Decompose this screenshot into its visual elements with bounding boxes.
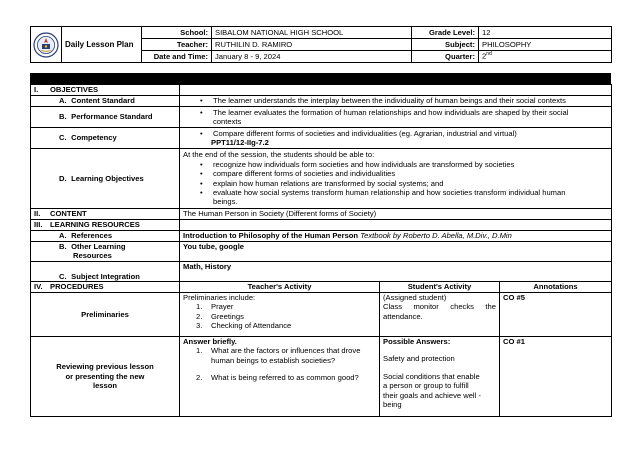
learning-objectives-label: D. Learning Objectives (31, 149, 180, 209)
content-standard-row (31, 96, 612, 107)
references-label: A. References (31, 231, 180, 242)
deped-seal-icon (33, 32, 59, 58)
review-annotation: CO #1 (500, 337, 612, 417)
content-value: The Human Person in Society (Different forms of Society) (180, 209, 612, 220)
learning-objective-item: • explain how human relations are transformed by social systems; and (183, 179, 608, 188)
competency-code: PPT11/12-IIg-7.2 (211, 138, 269, 147)
performance-standard-row (31, 107, 612, 128)
learning-resources-row (31, 220, 612, 231)
procedures-header-row (31, 282, 612, 293)
content-row (31, 209, 612, 220)
teacher-activity-header: Teacher's Activity (180, 282, 380, 293)
school-label: School: (142, 27, 212, 39)
references-row (31, 231, 612, 242)
other-resources-value: You tube, google (180, 242, 612, 262)
learning-resources-heading: III. LEARNING RESOURCES (31, 220, 180, 231)
learning-objective-item: • recognize how individuals form societies and how individuals are transformed by societies (183, 160, 608, 169)
date-time-label: Date and Time: (142, 51, 212, 63)
review-question: 1. What are the factors or influences that drove human beings to establish societies? (196, 346, 361, 365)
student-activity-header: Student's Activity (380, 282, 500, 293)
other-resources-row (31, 242, 612, 262)
content-standard-label: A. Content Standard (31, 96, 180, 107)
references-value: Introduction to Philosophy of the Human Person Textbook by Roberto D. Abella, M.Div., D.Min (180, 231, 612, 242)
preliminaries-label: Preliminaries (31, 293, 180, 337)
learning-objectives-row (31, 149, 612, 209)
preliminary-item: 1. Prayer (196, 302, 234, 312)
competency-label: C. Competency (31, 128, 180, 149)
teacher-label: Teacher: (142, 39, 212, 51)
competency-row (31, 128, 612, 149)
procedures-heading: IV. PROCEDURES (31, 282, 180, 293)
subject-integration-value: Math, History (180, 262, 612, 282)
performance-standard-label: B. Performance Standard (31, 107, 180, 128)
quarter-label: Quarter: (412, 51, 479, 63)
preliminaries-student: (Assigned student) Class monitor checks the attendance. (380, 293, 500, 337)
review-student: Possible Answers: Safety and protection Social conditions that enable a person or group to fulfill their goals and achieve well - being (380, 337, 500, 417)
review-teacher: Answer briefly. 1. What are the factors or influences that drove human beings to establish societies? 2. What is being referred to as common good? (180, 337, 380, 417)
content-standard-bullet: • The learner understands the interplay between the individuality of human beings and their social contexts (183, 96, 608, 105)
teacher-value: RUTHILIN D. RAMIRO (212, 39, 412, 51)
preliminaries-annotation: CO #5 (500, 293, 612, 337)
competency-bullet: • Compare different forms of societies and individualities (eg. Agrarian, industrial and virtual) (183, 129, 608, 138)
preliminary-item: 2. Greetings (196, 311, 244, 321)
learning-objectives-intro: At the end of the session, the students should be able to: (183, 150, 375, 160)
document-title: Daily Lesson Plan (62, 27, 142, 63)
lesson-plan-table (30, 84, 612, 417)
preliminaries-teacher: Preliminaries include: 1. Prayer 2. Greetings 3. Checking of Attendance (180, 293, 380, 337)
objectives-heading: I. OBJECTIVES (31, 85, 180, 96)
grade-level-value: 12 (479, 27, 612, 39)
subject-integration-label: C. Subject Integration (31, 262, 180, 282)
date-time-value: January 8 - 9, 2024 (212, 51, 412, 63)
content-heading: II. CONTENT (31, 209, 180, 220)
quarter-value: 2nd (479, 51, 612, 63)
preliminaries-row (31, 293, 612, 337)
section-divider-bar (30, 73, 611, 84)
review-question: 2. What is being referred to as common good? (196, 373, 359, 383)
learning-objective-item: • compare different forms of societies and individualities (183, 169, 608, 178)
subject-value: PHILOSOPHY (479, 39, 612, 51)
preliminary-item: 3. Checking of Attendance (196, 321, 292, 331)
subject-integration-row (31, 262, 612, 282)
subject-label: Subject: (412, 39, 479, 51)
deped-seal-cell (31, 27, 62, 63)
review-row (31, 337, 612, 417)
grade-level-label: Grade Level: (412, 27, 479, 39)
learning-objective-item: • evaluate how social systems transform human relationship and how societies transform individual human beings. (183, 188, 608, 207)
lesson-plan-header (30, 26, 612, 63)
objectives-row (31, 85, 612, 96)
review-answer: Safety and protection (383, 354, 455, 364)
annotations-header: Annotations (500, 282, 612, 293)
review-answer: Social conditions that enable a person or group to fulfill their goals and achieve well - being (383, 371, 481, 410)
school-value: SIBALOM NATIONAL HIGH SCHOOL (212, 27, 412, 39)
performance-standard-bullet: • The learner evaluates the formation of human relationships and how individuals are shaped by their social contexts (183, 108, 608, 127)
other-resources-label: B. Other Learning Resources (31, 242, 180, 262)
review-label: Reviewing previous lesson or presenting the new lesson (31, 337, 180, 417)
